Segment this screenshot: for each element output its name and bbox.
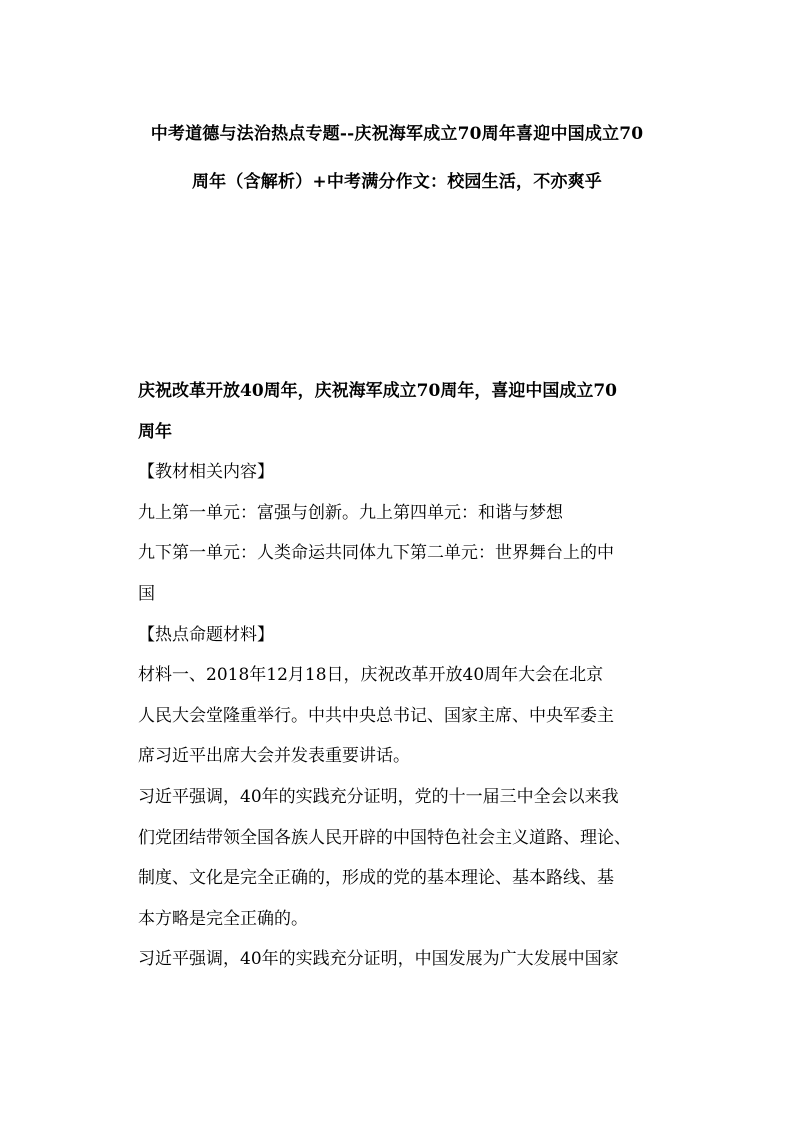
body-line-9: 习近平强调，40年的实践充分证明，党的十一届三中全会以来我 (138, 786, 619, 807)
document-title (100, 110, 694, 206)
body-line-10: 们党团结带领全国各族人民开辟的中国特色社会主义道路、理论、 (138, 827, 631, 848)
body-line-4: 国 (138, 583, 155, 604)
document-body (138, 371, 663, 980)
section-heading-line-2: 周年 (138, 421, 172, 442)
body-line-5: 【热点命题材料】 (138, 624, 274, 645)
body-line-6: 材料一、2018年12月18日，庆祝改革开放40周年大会在北京 (138, 665, 604, 686)
title-line-2: 周年（含解析）+中考满分作文：校园生活，不亦爽乎 (191, 172, 603, 192)
body-line-11: 制度、文化是完全正确的，形成的党的基本理论、基本路线、基 (138, 868, 614, 889)
body-line-1: 【教材相关内容】 (138, 462, 274, 483)
body-line-12: 本方略是完全正确的。 (138, 908, 308, 929)
title-line-1: 中考道德与法治热点专题--庆祝海军成立70周年喜迎中国成立70 (150, 124, 644, 144)
body-line-7: 人民大会堂隆重举行。中共中央总书记、国家主席、中央军委主 (138, 705, 614, 726)
body-line-3: 九下第一单元：人类命运共同体九下第二单元：世界舞台上的中 (138, 543, 614, 564)
body-line-13: 习近平强调，40年的实践充分证明，中国发展为广大发展中国家 (138, 949, 619, 970)
body-line-2: 九上第一单元：富强与创新。九上第四单元：和谐与梦想 (138, 502, 563, 523)
section-heading-line-1: 庆祝改革开放40周年，庆祝海军成立70周年，喜迎中国成立70 (138, 381, 617, 401)
body-line-8: 席习近平出席大会并发表重要讲话。 (138, 746, 410, 767)
